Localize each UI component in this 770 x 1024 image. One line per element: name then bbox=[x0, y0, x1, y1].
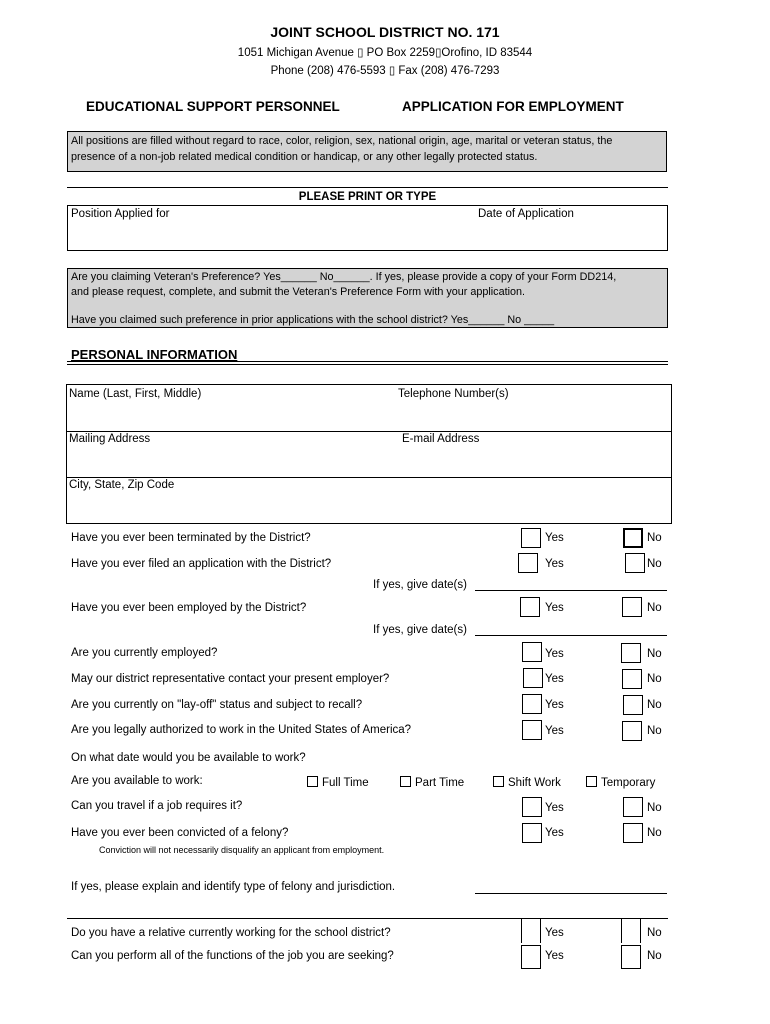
no-label: No bbox=[647, 648, 662, 660]
title-educational-support: EDUCATIONAL SUPPORT PERSONNEL bbox=[86, 99, 340, 114]
temporary-checkbox[interactable] bbox=[586, 776, 597, 787]
yes-label: Yes bbox=[545, 699, 564, 711]
no-label: No bbox=[647, 802, 662, 814]
position-label: Position Applied for bbox=[71, 208, 170, 220]
relative-no-checkbox[interactable] bbox=[621, 918, 641, 943]
employed-dates-input[interactable] bbox=[475, 635, 667, 636]
yes-label: Yes bbox=[545, 648, 564, 660]
question-authorized: Are you legally authorized to work in the United States of America? bbox=[71, 724, 412, 736]
title-application: APPLICATION FOR EMPLOYMENT bbox=[402, 99, 624, 114]
question-felony: Have you ever been convicted of a felony? bbox=[71, 827, 289, 839]
felony-no-checkbox[interactable] bbox=[623, 823, 643, 843]
yes-label: Yes bbox=[545, 532, 564, 544]
no-label: No bbox=[647, 532, 662, 544]
district-name: JOINT SCHOOL DISTRICT NO. 171 bbox=[270, 24, 500, 40]
no-label: No bbox=[647, 950, 662, 962]
divider bbox=[67, 361, 668, 362]
filed-no-checkbox[interactable] bbox=[625, 553, 645, 573]
temporary-option[interactable] bbox=[586, 776, 655, 789]
full-time-option[interactable] bbox=[307, 776, 369, 789]
question-employed-by-district: Have you ever been employed by the District? bbox=[71, 602, 307, 614]
felony-yes-checkbox[interactable] bbox=[522, 823, 542, 843]
part-time-option[interactable] bbox=[400, 776, 464, 789]
no-label: No bbox=[647, 673, 662, 685]
question-terminated: Have you ever been terminated by the District? bbox=[71, 532, 311, 544]
shift-work-checkbox[interactable] bbox=[493, 776, 504, 787]
yes-label: Yes bbox=[545, 725, 564, 737]
yes-label: Yes bbox=[545, 827, 564, 839]
currently-employed-no-checkbox[interactable] bbox=[621, 643, 641, 663]
relative-yes-checkbox[interactable] bbox=[521, 918, 541, 943]
travel-yes-checkbox[interactable] bbox=[522, 797, 542, 817]
notice-line-2: presence of a non-job related medical condition or handicap, or any other legally protected status. bbox=[71, 151, 538, 163]
city-state-zip-field[interactable]: City, State, Zip Code bbox=[69, 479, 175, 491]
question-available-date: On what date would you be available to work? bbox=[71, 752, 306, 764]
employed-no-checkbox[interactable] bbox=[622, 597, 642, 617]
no-label: No bbox=[647, 602, 662, 614]
yes-label: Yes bbox=[545, 927, 564, 939]
district-phone: Phone (208) 476-5593 ▯ Fax (208) 476-7293 bbox=[270, 65, 500, 77]
question-relative: Do you have a relative currently working for the school district? bbox=[71, 927, 391, 939]
question-available-to-work: Are you available to work: bbox=[71, 775, 203, 787]
felony-explain-label: If yes, please explain and identify type of felony and jurisdiction. bbox=[71, 881, 396, 893]
part-time-label: Part Time bbox=[415, 777, 465, 789]
divider bbox=[67, 918, 668, 919]
no-label: No bbox=[647, 927, 662, 939]
personal-info-grid bbox=[66, 384, 672, 524]
date-of-application-label: Date of Application bbox=[478, 208, 574, 220]
employed-dates-label: If yes, give date(s) bbox=[373, 624, 467, 636]
question-currently-employed: Are you currently employed? bbox=[71, 647, 218, 659]
name-field[interactable]: Name (Last, First, Middle) bbox=[69, 388, 202, 400]
full-time-checkbox[interactable] bbox=[307, 776, 318, 787]
email-field[interactable]: E-mail Address bbox=[402, 433, 480, 445]
filed-dates-input[interactable] bbox=[475, 590, 667, 591]
veteran-preference-box bbox=[67, 268, 668, 328]
no-label: No bbox=[647, 827, 662, 839]
no-label: No bbox=[647, 699, 662, 711]
yes-label: Yes bbox=[545, 602, 564, 614]
contact-employer-yes-checkbox[interactable] bbox=[523, 668, 543, 688]
felony-note: Conviction will not necessarily disqualify an applicant from employment. bbox=[99, 845, 385, 855]
felony-explain-input[interactable] bbox=[475, 893, 667, 894]
travel-no-checkbox[interactable] bbox=[623, 797, 643, 817]
functions-yes-checkbox[interactable] bbox=[521, 945, 541, 969]
authorized-no-checkbox[interactable] bbox=[622, 721, 642, 741]
divider bbox=[67, 431, 671, 432]
veteran-line-2: and please request, complete, and submit the Veteran's Preference Form with your application. bbox=[71, 286, 525, 298]
question-layoff: Are you currently on "lay-off" status and subject to recall? bbox=[71, 699, 363, 711]
mailing-address-field[interactable]: Mailing Address bbox=[69, 433, 151, 445]
divider bbox=[67, 187, 668, 188]
yes-label: Yes bbox=[545, 673, 564, 685]
divider bbox=[67, 364, 668, 365]
layoff-yes-checkbox[interactable] bbox=[522, 694, 542, 714]
filed-dates-label: If yes, give date(s) bbox=[373, 579, 467, 591]
question-functions: Can you perform all of the functions of the job you are seeking? bbox=[71, 950, 394, 962]
temporary-label: Temporary bbox=[601, 777, 656, 789]
veteran-line-1: Are you claiming Veteran's Preference? Yes______ No______. If yes, please provide a copy of your Form DD214, bbox=[71, 271, 617, 283]
position-box[interactable] bbox=[67, 205, 668, 251]
employed-yes-checkbox[interactable] bbox=[520, 597, 540, 617]
shift-work-option[interactable] bbox=[493, 776, 561, 789]
question-filed-application: Have you ever filed an application with the District? bbox=[71, 558, 332, 570]
telephone-field[interactable]: Telephone Number(s) bbox=[398, 388, 509, 400]
equal-opportunity-notice bbox=[67, 131, 667, 172]
no-label: No bbox=[647, 558, 662, 570]
functions-no-checkbox[interactable] bbox=[621, 945, 641, 969]
terminated-no-checkbox[interactable] bbox=[623, 528, 643, 548]
no-label: No bbox=[647, 725, 662, 737]
layoff-no-checkbox[interactable] bbox=[623, 695, 643, 715]
yes-label: Yes bbox=[545, 802, 564, 814]
district-address: 1051 Michigan Avenue ▯ PO Box 2259▯Orofino, ID 83544 bbox=[237, 47, 533, 59]
veteran-line-3: Have you claimed such preference in prior applications with the school district? Yes______ No _____ bbox=[71, 314, 555, 326]
divider bbox=[67, 477, 671, 478]
full-time-label: Full Time bbox=[322, 777, 369, 789]
filed-yes-checkbox[interactable] bbox=[518, 553, 538, 573]
terminated-yes-checkbox[interactable] bbox=[521, 528, 541, 548]
part-time-checkbox[interactable] bbox=[400, 776, 411, 787]
personal-info-title: PERSONAL INFORMATION bbox=[71, 347, 238, 362]
question-contact-employer: May our district representative contact your present employer? bbox=[71, 673, 390, 685]
question-travel: Can you travel if a job requires it? bbox=[71, 800, 243, 812]
shift-work-label: Shift Work bbox=[508, 777, 561, 789]
contact-employer-no-checkbox[interactable] bbox=[622, 669, 642, 689]
yes-label: Yes bbox=[545, 558, 564, 570]
notice-line-1: All positions are filled without regard to race, color, religion, sex, national origin, age, marital or veteran status, the bbox=[71, 135, 613, 147]
authorized-yes-checkbox[interactable] bbox=[522, 720, 542, 740]
yes-label: Yes bbox=[545, 950, 564, 962]
currently-employed-yes-checkbox[interactable] bbox=[522, 642, 542, 662]
print-or-type: PLEASE PRINT OR TYPE bbox=[298, 191, 437, 203]
